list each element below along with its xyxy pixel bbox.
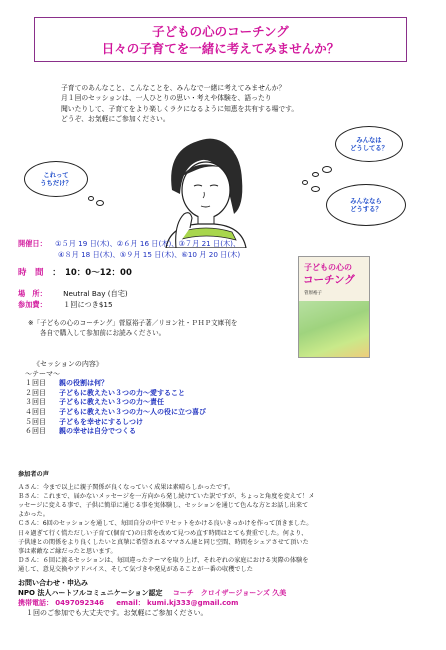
contact-coach: コーチ クロイザージョーンズ 久美 xyxy=(172,589,287,597)
intro-line: どうぞ、お気軽にご参加ください。 xyxy=(61,115,170,124)
session-item xyxy=(25,418,206,428)
thought-dot xyxy=(311,186,320,192)
session-item-title: 親の幸せは自分でつくる xyxy=(59,427,136,436)
fee-value: １回につき$15 xyxy=(63,300,113,309)
session-item-title: 親の役割は何？ xyxy=(59,379,108,388)
session-item xyxy=(25,389,206,399)
thought-bubble-left xyxy=(24,161,88,197)
woman-illustration xyxy=(100,128,300,248)
session-item xyxy=(25,408,206,418)
place-value: Neutral Bay (自宅) xyxy=(63,289,128,298)
voice-line: 日々過ぎて行く慌ただしい子育て(個育て)の日常を改めて見つめ直す時間はとても貴重でした。何より、 xyxy=(18,529,308,537)
session-item-number: ５回目 xyxy=(25,417,46,426)
thought-dot xyxy=(88,196,94,201)
intro-line: 子育てのあんなこと、こんなことを、みんなで一緒に考えてみませんか？ xyxy=(61,84,286,92)
intro-line: 聞いたりして、子育てをより楽しくラクになるように知恵を共有する場です。 xyxy=(61,104,299,113)
schedule-line-1: ①５月 19 日(木)、②６月 16 日(木)、③７月 21 日(木)、 xyxy=(55,239,241,248)
session-theme-label: ～テーマ～ xyxy=(25,369,60,378)
voices-section xyxy=(18,470,432,574)
session-item-title: 子どもに教えたい３つの力～責任 xyxy=(59,398,164,407)
book-title-1: 子どもの心の xyxy=(304,263,352,272)
book-title-2: コーチング xyxy=(303,274,355,286)
session-item-title: 子どもに教えたい３つの力～愛すること xyxy=(59,388,185,397)
bubble-text: みんななら xyxy=(350,198,382,205)
book-cover xyxy=(298,256,370,358)
session-item-number: ６回目 xyxy=(25,427,46,436)
session-item xyxy=(25,398,206,408)
email-address[interactable]: kumi.kj333@gmail.com xyxy=(147,599,239,607)
session-header: 《セッションの内容》 xyxy=(33,360,103,368)
thought-dot xyxy=(322,166,332,173)
email-label: email： xyxy=(116,599,145,607)
session-item-number: ４回目 xyxy=(25,407,46,416)
schedule xyxy=(18,238,318,260)
thought-bubble-right-bottom xyxy=(326,184,406,226)
voices-list xyxy=(18,483,432,574)
time-value: ： 10：0～12：00 xyxy=(52,268,132,278)
session-list xyxy=(25,379,206,437)
book-author: 菅原裕子 xyxy=(304,291,322,296)
voice-line: 事は素敵なご縁だったと思います。 xyxy=(18,547,117,555)
voice-line: ッセージに変える事で、子供に簡単に通じる事を実体験し、セッションを通じて色んな方とお話し出来て xyxy=(18,502,309,510)
title-line-2: 日々の子育てを一緒に考えてみませんか？ xyxy=(101,41,340,56)
place-row xyxy=(18,288,128,299)
title-line-1: 子どもの心のコーチング xyxy=(152,24,289,39)
place-label: 場 所： xyxy=(18,289,47,298)
voice-line: Ｃさん：6回のセッションを通して、毎回自分の中でリセットをかける良いきっかけを作って頂きました。 xyxy=(18,520,313,528)
thought-dot xyxy=(302,180,308,185)
session-item xyxy=(25,379,206,389)
time-label: 時 間 xyxy=(18,268,44,278)
voice-line: 子供達との関係をより良くしたいと真摯に希望されるママさん達と同じ空間、時間をシェアさせて頂いた xyxy=(18,538,309,546)
voice-line: Ｄさん：６回に渡るセッションは、毎回違ったテーマを取り上げ、それぞれの家庭における実際の体験を xyxy=(18,556,309,564)
book-note xyxy=(28,318,308,338)
bubble-text: これって xyxy=(43,172,69,179)
book-note-line-1: ※「子どもの心のコーチング」菅原裕子著／リヨン社・ＰＨＰ文庫刊を xyxy=(28,319,238,327)
intro-text xyxy=(61,83,391,125)
thought-dot xyxy=(96,200,104,206)
intro-line: 月１回のセッションは、一人ひとりの思い・考えや体験を、語ったり xyxy=(61,94,272,103)
book-cover-art xyxy=(299,301,370,358)
session-item-title: 子どもを幸せにするしつけ xyxy=(59,417,143,426)
contact-org-row xyxy=(18,588,432,598)
bubble-text: どうする？ xyxy=(350,206,382,213)
bubble-text: うちだけ？ xyxy=(40,180,72,187)
voice-line: Ａさん：今まで以上に親子関係が良くなっていく成果は素晴らしかったです。 xyxy=(18,484,235,492)
phone-number[interactable]: 0497092346 xyxy=(55,599,104,607)
time-row xyxy=(18,268,132,279)
contact-org: NPO 法人ハートフルコミュニケーション認定 xyxy=(18,589,163,597)
session-item xyxy=(25,427,206,437)
thought-dot xyxy=(312,172,319,177)
schedule-label: 開催日： xyxy=(18,239,47,248)
voices-header: 参加者の声 xyxy=(18,471,49,478)
bubble-text: どうしてる？ xyxy=(350,145,388,152)
schedule-line-2: ④８月 18 日(木)、⑤９月 15 日(木)、⑥10 月 20 日(木) xyxy=(58,250,241,259)
voice-line: よかった。 xyxy=(18,511,49,519)
contact-header: お問い合わせ・申込み xyxy=(18,579,88,587)
contact-section xyxy=(18,578,432,618)
title-box xyxy=(34,17,407,62)
voice-line: Ｂさん：これまで、届かないメッセージを一方向から発し続けていた訳ですが、ちょっと角度を変えて！メ xyxy=(18,493,315,501)
session-item-number: １回目 xyxy=(25,379,46,388)
bubble-text: みんなは xyxy=(356,137,382,144)
contact-footer: １回のご参加でも大丈夫です。お気軽にご参加ください。 xyxy=(26,609,208,617)
session-item-title: 子どもに教えたい３つの力～人の役に立つ喜び xyxy=(59,407,206,416)
book-note-line-2: 各自で購入して参加前にお読みください。 xyxy=(40,329,166,337)
fee-row xyxy=(18,299,113,310)
session-item-number: ２回目 xyxy=(25,388,46,397)
voice-line: 通して、意見交換やアドバイス、そして気づきや発見があることが一番の収穫でした xyxy=(18,565,253,573)
fee-label: 参加費： xyxy=(18,300,47,309)
thought-bubble-right-top xyxy=(335,126,403,162)
phone-label: 携帯電話： xyxy=(18,599,53,607)
contact-phone-row xyxy=(18,598,432,608)
session-item-number: ３回目 xyxy=(25,398,46,407)
session-section xyxy=(25,360,206,437)
